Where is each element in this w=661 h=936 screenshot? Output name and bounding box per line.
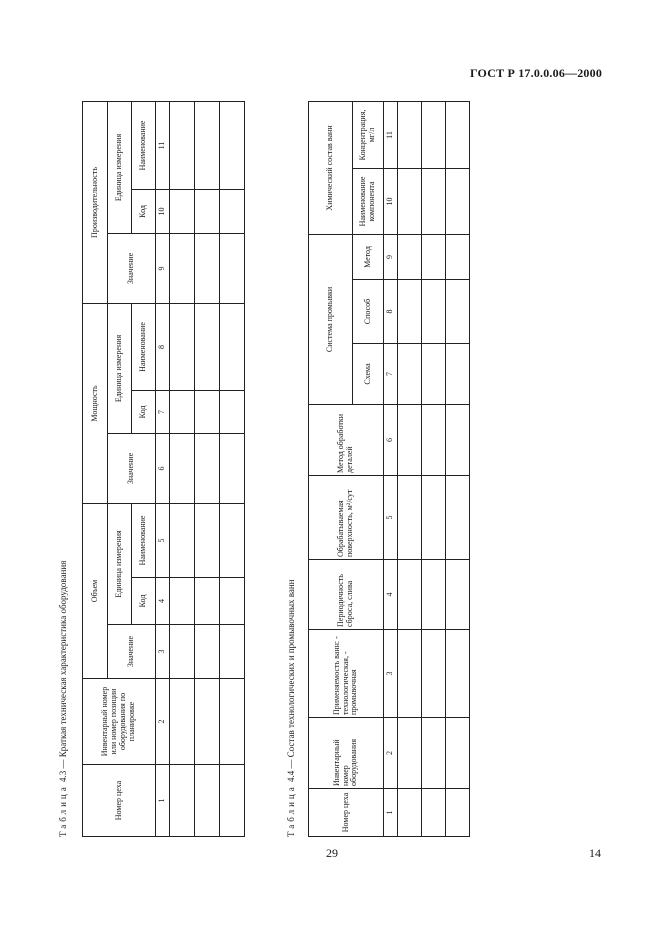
column-number: 2 [384, 718, 398, 789]
column-number: 11 [384, 101, 398, 168]
col-way: Способ [353, 280, 384, 344]
col-concentration: Концентрация, мг/л [353, 101, 384, 168]
column-number: 2 [156, 679, 170, 765]
col-inventory-number: Инвентарный номер оборудования [309, 718, 384, 789]
column-number: 9 [156, 233, 170, 303]
column-number: 4 [156, 578, 170, 625]
table-4-3 [82, 101, 245, 837]
column-number: 5 [156, 503, 170, 577]
column-numbers-row [384, 101, 398, 836]
table-row [446, 101, 470, 836]
col-shop-number: Номер цеха [83, 765, 156, 837]
col-discharge: Периодичность сброса, слива [309, 560, 384, 630]
column-number: 1 [156, 765, 170, 837]
col-inventory-number: Инвентарный номер или номер позиции оборудования по планировке [83, 679, 156, 765]
page-number-left: 29 [326, 846, 338, 860]
col-power-code: Код [132, 390, 156, 433]
col-volume-code: Код [132, 578, 156, 625]
column-number: 6 [156, 433, 170, 503]
column-number: 8 [156, 303, 170, 390]
col-power: Мощность [83, 303, 108, 503]
col-power-name: Наименование [132, 303, 156, 390]
document-code: ГОСТ Р 17.0.0.06—2000 [470, 66, 603, 80]
col-volume: Объем [83, 503, 108, 678]
col-productivity: Производительность [83, 101, 108, 303]
column-numbers-row [156, 101, 170, 836]
col-productivity-value: Значение [108, 233, 156, 303]
column-number: 7 [156, 390, 170, 433]
column-number: 1 [384, 789, 398, 837]
table-row [220, 101, 245, 836]
column-number: 4 [384, 560, 398, 630]
table-row [195, 101, 220, 836]
table-4-4-block [286, 101, 470, 837]
column-number: 10 [156, 189, 170, 233]
column-number: 6 [384, 405, 398, 476]
col-shop-number: Номер цеха [309, 789, 384, 837]
col-washing-system: Система промывки [309, 234, 353, 404]
table-row [170, 101, 195, 836]
column-number: 10 [384, 168, 398, 234]
col-power-value: Значение [108, 433, 156, 503]
col-volume-unit: Единица измерения [108, 503, 132, 624]
table-4-4 [308, 101, 470, 837]
column-number: 3 [156, 625, 170, 679]
col-method: Метод обработки деталей [309, 405, 384, 476]
col-productivity-unit: Единица измерения [108, 101, 132, 233]
col-volume-value: Значение [108, 625, 156, 679]
col-surface: Обрабатываемая поверхность, м²/сут [309, 476, 384, 560]
col-bath-use: Применяемость ванн: - технологическая, - промывочная [309, 630, 384, 718]
col-productivity-code: Код [132, 189, 156, 233]
table-4-3-block [58, 101, 245, 837]
column-number: 5 [384, 476, 398, 560]
column-number: 3 [384, 630, 398, 718]
col-component: Наименование компонента [353, 168, 384, 234]
column-number: 8 [384, 280, 398, 344]
column-number: 7 [384, 344, 398, 405]
col-volume-name: Наименование [132, 503, 156, 577]
col-productivity-name: Наименование [132, 101, 156, 189]
col-chem-comp: Химический состав ванн [309, 101, 353, 234]
col-power-unit: Единица измерения [108, 303, 132, 433]
page-number-right: 14 [589, 846, 601, 860]
column-number: 11 [156, 101, 170, 189]
table-row [422, 101, 446, 836]
column-number: 9 [384, 234, 398, 279]
table-4-3-caption: Таблица 4.3 — Краткая техническая характеристика оборудования [58, 560, 68, 837]
col-wmethod: Метод [353, 234, 384, 279]
col-scheme: Схема [353, 344, 384, 405]
table-4-4-caption: Таблица 4.4 — Состав технологических и промывочных ванн [286, 579, 296, 837]
table-row [398, 101, 422, 836]
